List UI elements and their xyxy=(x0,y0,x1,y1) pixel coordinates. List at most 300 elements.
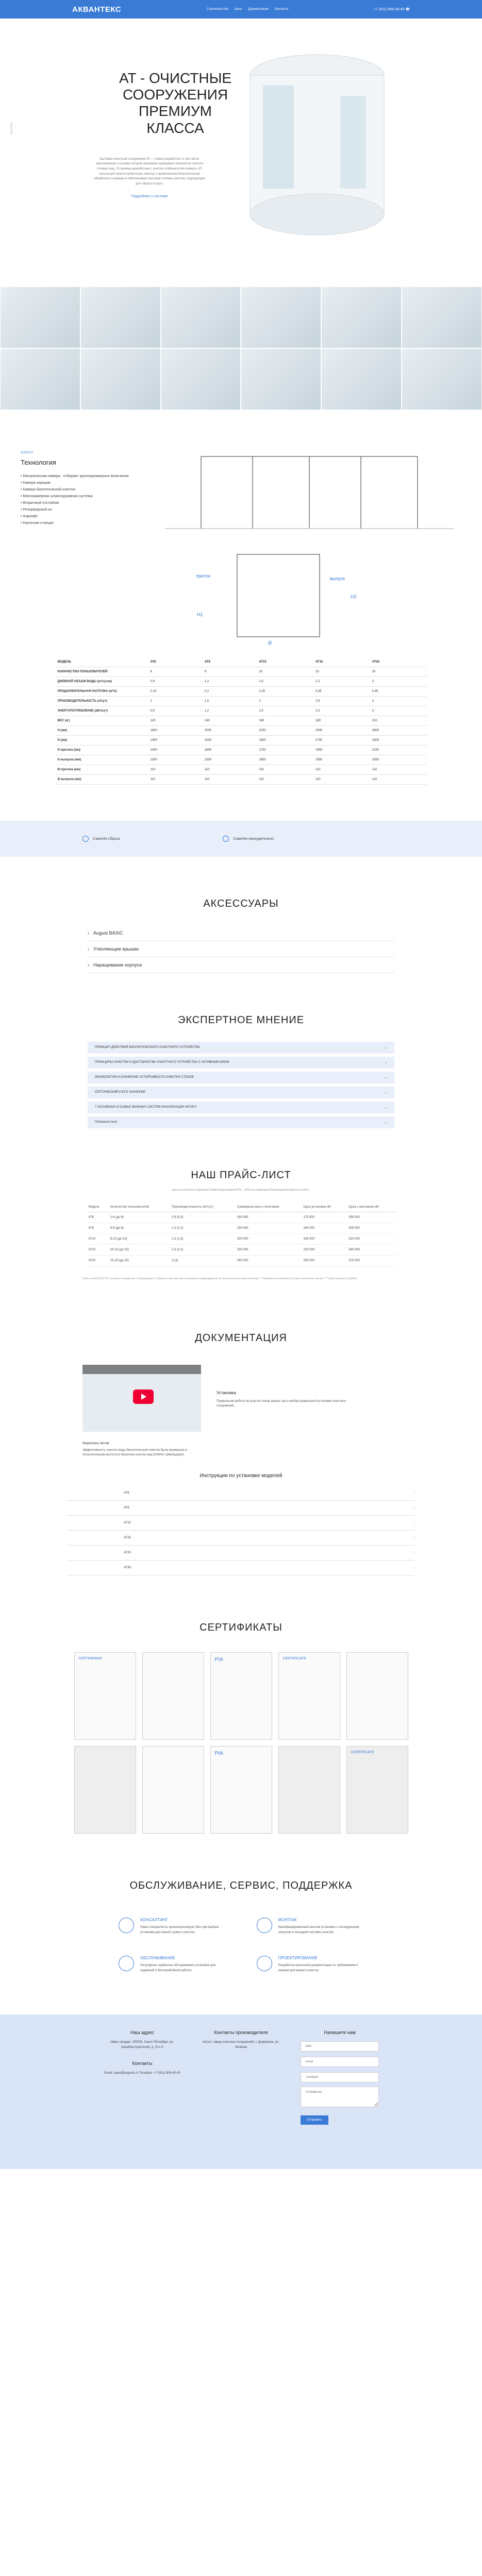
certificate[interactable] xyxy=(278,1746,340,1834)
certs-title: СЕРТИФИКАТЫ xyxy=(200,1622,282,1633)
spec-row xyxy=(56,745,427,755)
spec-cell: 110 xyxy=(370,775,427,785)
header xyxy=(0,0,482,19)
expert-label: СЕПТИЧЕСКИЙ И ЕГО ЗНАЧЕНИЕ xyxy=(95,1091,146,1094)
spec-cell: 15 xyxy=(313,667,370,677)
instruction-item[interactable] xyxy=(67,1531,415,1546)
price-cell: 0,9 (0,9) xyxy=(170,1212,235,1223)
gallery-photo[interactable] xyxy=(321,348,402,410)
price-header: Суммарная цена с монтажом xyxy=(235,1202,302,1212)
expert-section xyxy=(0,1014,482,1128)
spec-cell: 2000 xyxy=(203,726,257,736)
spec-header: AT10 xyxy=(257,657,313,667)
price-cell: 345 000 xyxy=(346,1245,395,1256)
spec-cell: 0,2 xyxy=(203,687,257,697)
h1-label: Н1 xyxy=(197,612,203,617)
spec-cell: 2 xyxy=(257,697,313,706)
price-header: Модель xyxy=(87,1202,108,1212)
tech-item: • Камера аэрации xyxy=(21,481,165,485)
price-cell: 3 (3) xyxy=(170,1256,235,1266)
price-cell: 1-6 (до 6) xyxy=(108,1212,170,1223)
chevron-down-icon: ⌄ xyxy=(384,1046,387,1049)
spec-cell: 1800 xyxy=(370,736,427,745)
spec-cell: ЭНЕРГОПОТРЕБЛЕНИЕ (кВт/сут) xyxy=(56,706,148,716)
instruction-item[interactable] xyxy=(67,1516,415,1531)
spec-row xyxy=(56,677,427,687)
spec-cell: 210 xyxy=(370,716,427,726)
price-cell: 230 000 xyxy=(235,1245,302,1256)
spec-cell: 1400 xyxy=(148,736,203,745)
gallery-photo[interactable] xyxy=(80,348,161,410)
spec-cell: 1600 xyxy=(203,745,257,755)
price-cell: 195 000 xyxy=(301,1234,346,1245)
spec-cell: 2600 xyxy=(370,726,427,736)
spec-cell: 1,5 xyxy=(257,706,313,716)
spec-header: AT6 xyxy=(148,657,203,667)
service-item xyxy=(257,1956,364,1973)
download-icon[interactable]: ↓ xyxy=(413,1536,415,1539)
service-item xyxy=(119,1956,226,1973)
technical-diagram xyxy=(165,451,467,647)
radio-icon xyxy=(82,836,89,842)
tech-item: • Аэрлифт xyxy=(21,515,165,518)
instruction-item[interactable] xyxy=(67,1486,415,1501)
photo-gallery xyxy=(0,286,482,410)
certificate[interactable] xyxy=(346,1746,408,1834)
phone[interactable] xyxy=(374,7,410,11)
spec-cell: 1600 xyxy=(257,736,313,745)
expert-item[interactable] xyxy=(88,1057,394,1069)
chevron-down-icon: ⌄ xyxy=(384,1091,387,1094)
certificate[interactable] xyxy=(210,1746,272,1834)
hero xyxy=(0,19,482,286)
footer-contacts-title: Контакты xyxy=(132,2060,153,2066)
tech-item: • Резервуарный ил xyxy=(21,508,165,512)
certificate[interactable] xyxy=(142,1746,204,1834)
cert-badge: PIA xyxy=(214,1657,223,1663)
service-item xyxy=(257,1918,364,1935)
service-section xyxy=(0,1880,482,1973)
chevron-down-icon: ⌄ xyxy=(384,1076,387,1079)
name-field[interactable] xyxy=(301,2041,379,2052)
price-row xyxy=(87,1212,396,1223)
spec-cell: 1700 xyxy=(313,736,370,745)
price-header: Количество пользователей xyxy=(108,1202,170,1212)
instruction-label: AT30 xyxy=(124,1566,131,1569)
dia-label: Ø xyxy=(268,640,272,646)
tech-item: • Механическая камера - отбирает крупноразмерные включения xyxy=(21,474,165,478)
spec-cell: 120 xyxy=(148,716,203,726)
service-text: Регулярное сервисное обслуживание установок для надёжной и бесперебойной работы. xyxy=(140,1964,216,1972)
spec-row xyxy=(56,697,427,706)
accessory-item[interactable] xyxy=(88,925,394,941)
flow-option-label: Самотёк принудительно xyxy=(233,837,274,841)
accessory-item[interactable] xyxy=(88,957,394,973)
spec-cell: D (мм) xyxy=(56,736,148,745)
footer-form-title: Напишите нам xyxy=(324,2030,356,2036)
expert-item[interactable] xyxy=(88,1042,394,1054)
spec-cell: 110 xyxy=(203,765,257,775)
price-cell: 295 000 xyxy=(346,1212,395,1223)
gallery-photo[interactable] xyxy=(241,348,321,410)
gallery-photo[interactable] xyxy=(402,286,482,348)
spec-cell: 1750 xyxy=(257,745,313,755)
service-head: КОНСАЛТИНГ xyxy=(140,1918,168,1922)
spec-cell: 110 xyxy=(148,765,203,775)
cert-badge: СЕРТИФИКАТ xyxy=(78,1657,103,1660)
chevron-down-icon: ⌄ xyxy=(384,1061,387,1064)
spec-cell: ПРОДОЛЖИТЕЛЬНАЯ НАГРУЗКА (м³/ч) xyxy=(56,687,148,697)
spec-cell: 10 xyxy=(257,667,313,677)
gallery-photo[interactable] xyxy=(321,286,402,348)
spec-cell: 1650 xyxy=(257,755,313,765)
price-row xyxy=(87,1256,396,1266)
spec-row xyxy=(56,667,427,677)
tech-title: Технология xyxy=(21,459,56,466)
spec-cell: 1850 xyxy=(313,755,370,765)
price-cell: 1,5 (1,5) xyxy=(170,1234,235,1245)
accessory-label: August BASIC xyxy=(93,930,123,936)
spec-cell: 1,5 xyxy=(203,697,257,706)
nav-item[interactable]: Контакты xyxy=(275,8,288,11)
spec-cell: 1300 xyxy=(148,755,203,765)
chevron-right-icon: › xyxy=(88,930,89,936)
certificate[interactable] xyxy=(74,1652,136,1740)
certificate[interactable] xyxy=(278,1652,340,1740)
expert-label: 7 ОСНОВНЫХ И САМЫХ ВАЖНЫХ СИСТЕМ КАНАЛИЗАЦИИ АКТИС? xyxy=(95,1106,197,1109)
spec-row xyxy=(56,765,427,775)
spec-cell: 110 xyxy=(148,775,203,785)
price-cell: 315 000 xyxy=(346,1234,395,1245)
price-cell: 175 000 xyxy=(301,1212,346,1223)
accessory-label: Наращивание корпуса xyxy=(93,962,142,968)
spec-row xyxy=(56,716,427,726)
expert-item[interactable] xyxy=(88,1072,394,1083)
design-icon xyxy=(257,1956,272,1971)
price-cell: 225 000 xyxy=(301,1245,346,1256)
spec-cell: ПРОИЗВОДИТЕЛЬНОСТЬ (л/сут) xyxy=(56,697,148,706)
accessory-item[interactable] xyxy=(88,941,394,957)
spec-cell: 180 xyxy=(313,716,370,726)
instruction-item[interactable] xyxy=(67,1546,415,1561)
spec-header: AT20 xyxy=(370,657,427,667)
tech-small-head: AUGUST xyxy=(21,451,34,454)
spec-row xyxy=(56,755,427,765)
price-cell: 255 000 xyxy=(301,1256,346,1266)
price-cell: 375 000 xyxy=(346,1256,395,1266)
spec-cell: ДНЕВНОЙ ОБЪЕМ ВОДЫ (м³/сутки) xyxy=(56,677,148,687)
price-cell: AT20 xyxy=(87,1256,108,1266)
certificate[interactable] xyxy=(210,1652,272,1740)
email-field[interactable] xyxy=(301,2057,379,2067)
cert-badge: CERTIFICATE xyxy=(282,1657,306,1660)
install-icon xyxy=(257,1918,272,1933)
service-head: ОБСЛУЖИВАНИЕ xyxy=(140,1956,175,1961)
instruction-label: AT15 xyxy=(124,1536,131,1539)
docs-title: ДОКУМЕНТАЦИЯ xyxy=(195,1332,287,1344)
spec-cell: 6 xyxy=(148,667,203,677)
tech-item: • Камера биологической очистки xyxy=(21,488,165,492)
instructions-title: Инструкции по установке моделей xyxy=(200,1473,282,1479)
submit-button[interactable]: Отправить xyxy=(301,2115,328,2125)
technology-section xyxy=(0,410,482,647)
chevron-right-icon: › xyxy=(88,946,89,952)
cert-badge: CERTIFICATE xyxy=(351,1751,374,1754)
gallery-photo[interactable] xyxy=(161,286,241,348)
hero-link[interactable]: Подробнее о системе xyxy=(131,195,168,199)
spec-cell: H выпуска (мм) xyxy=(56,755,148,765)
spec-cell: Ø притока (мм) xyxy=(56,765,148,775)
instruction-item[interactable] xyxy=(67,1501,415,1516)
service-text: Наши специалисты проконсультируют Вас при выборе установки для вашего дома и участка. xyxy=(140,1926,219,1934)
certificate[interactable] xyxy=(142,1652,204,1740)
price-cell: 2,2 (2,2) xyxy=(170,1245,235,1256)
accessory-label: Утепляющие крышки xyxy=(93,946,139,952)
footer-addr-text: Офис продаж: 190000, Санкт-Петербург, ул. Кораблестроителей, д. 22 к 3 xyxy=(110,2041,174,2049)
expert-item[interactable] xyxy=(88,1116,394,1128)
spec-cell: 110 xyxy=(257,775,313,785)
price-cell: 15-20 (до 20) xyxy=(108,1256,170,1266)
spec-cell: 1500 xyxy=(203,736,257,745)
spec-cell: КОЛИЧЕСТВО ПОЛЬЗОВАТЕЛЕЙ xyxy=(56,667,148,677)
service-title: ОБСЛУЖИВАНИЕ, СЕРВИС, ПОДДЕРЖКА xyxy=(129,1880,353,1891)
download-icon[interactable]: ↓ xyxy=(413,1551,415,1554)
price-title: НАШ ПРАЙС-ЛИСТ xyxy=(191,1170,291,1181)
service-text: Квалифицированный монтаж установок с последующим запуском и наладкой системы очистки. xyxy=(278,1926,359,1934)
spec-cell: 0,45 xyxy=(370,687,427,697)
spec-cell: 0,35 xyxy=(313,687,370,697)
vertical-word: AUGUST xyxy=(10,122,13,135)
price-table xyxy=(87,1202,396,1266)
gallery-photo[interactable] xyxy=(241,286,321,348)
nav xyxy=(207,8,288,11)
play-icon[interactable] xyxy=(133,1389,154,1404)
price-cell: 190 000 xyxy=(235,1223,302,1234)
flow-option[interactable] xyxy=(223,836,274,842)
instruction-label: AT20 xyxy=(124,1551,131,1554)
download-icon[interactable]: ↓ xyxy=(413,1506,415,1510)
spec-cell: 1950 xyxy=(313,745,370,755)
spec-cell: 110 xyxy=(313,775,370,785)
spec-cell: 2050 xyxy=(370,755,427,765)
tech-item: • Насосная станция xyxy=(21,521,165,525)
spec-cell: 20 xyxy=(370,667,427,677)
spec-cell: 2400 xyxy=(313,726,370,736)
price-cell: AT10 xyxy=(87,1234,108,1245)
price-cell: 185 000 xyxy=(301,1223,346,1234)
spec-cell: 1400 xyxy=(148,745,203,755)
price-cell: AT8 xyxy=(87,1223,108,1234)
price-cell: AT6 xyxy=(87,1212,108,1223)
hero-title: AT - ОЧИСТНЫЕ СООРУЖЕНИЯ ПРЕМИУМ КЛАССА xyxy=(119,70,232,136)
expert-label: Полезный ссыл xyxy=(95,1121,118,1124)
gallery-photo[interactable] xyxy=(161,348,241,410)
gallery-photo[interactable] xyxy=(0,348,80,410)
price-row xyxy=(87,1245,396,1256)
nav-item[interactable]: Строительство xyxy=(206,8,228,11)
spec-cell: 0,9 xyxy=(148,677,203,687)
price-footnote: * Цены на AUGUST AT с учётом стандартного оборудования. Стоимость монтажа рассчитывается индивидуально по результатам выезда инженера. ** Возможна установка в составе комплекса очистки. *** Цены указаны в рублях. xyxy=(81,1277,358,1280)
maintenance-icon xyxy=(119,1956,134,1971)
chevron-down-icon: ⌄ xyxy=(384,1121,387,1124)
spec-cell: 1 xyxy=(148,697,203,706)
video-text: Правильная работа на участке очень важна, как и выбор правильной установки очистных сооружений. xyxy=(217,1400,346,1408)
spec-row xyxy=(56,706,427,716)
spec-cell: ВЕС (кг) xyxy=(56,716,148,726)
spec-cell: H притока (мм) xyxy=(56,745,148,755)
nav-item[interactable]: Документация xyxy=(248,8,269,11)
spec-cell: 0,9 xyxy=(148,706,203,716)
price-subtitle: Цены на очистные сооружения Tablek August модели AT6 — AT20 на территории Ленинградской области на 2024 г. xyxy=(172,1189,310,1192)
spec-cell: 110 xyxy=(257,765,313,775)
consulting-icon xyxy=(119,1918,134,1933)
video-player[interactable] xyxy=(82,1365,201,1432)
spec-cell: 2200 xyxy=(257,726,313,736)
service-head: ПРОЕКТИРОВАНИЕ xyxy=(278,1956,318,1961)
spec-header: МОДЕЛЬ xyxy=(56,657,148,667)
inflow-label: приток xyxy=(196,573,210,579)
expert-label: ПРИНЦИП ДЕЙСТВИЯ БИОЛОГИЧЕСКОГО ОЧИСТНОГО УСТРОЙСТВА xyxy=(95,1046,200,1049)
spec-header: AT15 xyxy=(313,657,370,667)
result-label: Результаты тестов xyxy=(82,1442,109,1445)
spec-cell: 1,2 xyxy=(203,677,257,687)
spec-cell: 1,2 xyxy=(203,706,257,716)
phone-icon: ☎ xyxy=(405,8,410,11)
service-item xyxy=(119,1918,226,1935)
spec-header: AT8 xyxy=(203,657,257,667)
spec-cell: 1500 xyxy=(203,755,257,765)
expert-item[interactable] xyxy=(88,1087,394,1098)
spec-cell: 160 xyxy=(257,716,313,726)
spec-cell: Ø выпуска (мм) xyxy=(56,775,148,785)
spec-cell: 2,2 xyxy=(313,677,370,687)
product-image xyxy=(242,44,392,240)
h2-label: Н2 xyxy=(351,594,357,599)
logo[interactable]: АКВАНТЕКС xyxy=(72,5,122,14)
phone-field[interactable] xyxy=(301,2072,379,2082)
footer xyxy=(0,2014,482,2169)
price-header: Цена с монтажом (₽) xyxy=(346,1202,395,1212)
service-text: Разработка проектной документации по требованиям и нормам для вашего участка. xyxy=(278,1964,358,1972)
price-row xyxy=(87,1234,396,1245)
video-title-bar xyxy=(82,1365,201,1374)
spec-cell: 110 xyxy=(203,775,257,785)
cert-badge: PIA xyxy=(214,1751,223,1756)
spec-cell: 3 xyxy=(370,706,427,716)
expert-title: ЭКСПЕРТНОЕ МНЕНИЕ xyxy=(177,1014,305,1026)
footer-addr-title: Наш адрес xyxy=(130,2030,154,2036)
tech-item: • Многокамерная шлангорукавная система xyxy=(21,495,165,498)
certificate[interactable] xyxy=(74,1746,136,1834)
spec-cell: 1800 xyxy=(148,726,203,736)
price-header: Цена установки (₽) xyxy=(301,1202,346,1212)
cert-grid xyxy=(0,1652,482,1834)
price-cell: AT15 xyxy=(87,1245,108,1256)
download-icon[interactable]: ↓ xyxy=(413,1566,415,1569)
gallery-photo[interactable] xyxy=(0,286,80,348)
price-cell: 305 000 xyxy=(346,1223,395,1234)
spec-cell: H (мм) xyxy=(56,726,148,736)
radio-icon xyxy=(223,836,229,842)
spec-cell: 110 xyxy=(370,765,427,775)
certificates-section xyxy=(0,1622,482,1834)
instruction-label: AT10 xyxy=(124,1521,131,1524)
spec-cell: 2150 xyxy=(370,745,427,755)
phone-number[interactable]: +7 (911) 806-40-40 xyxy=(373,8,405,11)
spec-cell: 2,2 xyxy=(313,706,370,716)
docs-section xyxy=(0,1332,482,1575)
spec-cell: 0,15 xyxy=(148,687,203,697)
expert-label: ФИЗИОЛОГИЯ И СНИЖЕНИЕ УСТОЙЧИВОСТИ ОЧИСТКИ СТОКОВ xyxy=(95,1076,194,1079)
flow-option[interactable] xyxy=(82,836,120,842)
accessories-title: АКСЕССУАРЫ xyxy=(203,898,279,909)
tech-item: • Вторичный отстойник xyxy=(21,501,165,505)
footer-manuf-title: Контакты производителя xyxy=(214,2030,268,2036)
spec-cell: 1,5 xyxy=(257,677,313,687)
flow-option-label: Самотёк сброса xyxy=(93,837,120,841)
footer-contacts-text: Email: sales@augusts.ru Телефон: +7 (911) 806-40-40 xyxy=(104,2071,180,2075)
price-cell: 260 000 xyxy=(235,1256,302,1266)
download-icon[interactable]: ↓ xyxy=(413,1492,415,1495)
certificate[interactable] xyxy=(346,1652,408,1740)
spec-row xyxy=(56,775,427,785)
price-cell: 1,2 (1,2) xyxy=(170,1223,235,1234)
flow-options-band xyxy=(0,821,482,857)
price-cell: 200 000 xyxy=(235,1234,302,1245)
expert-item[interactable] xyxy=(88,1101,394,1113)
video-label: Установка xyxy=(217,1391,236,1395)
spec-cell: 2,5 xyxy=(313,697,370,706)
spec-table xyxy=(56,657,427,785)
instruction-item[interactable] xyxy=(67,1561,415,1575)
price-header: Производительность (м³/сут) xyxy=(170,1202,235,1212)
price-row xyxy=(87,1223,396,1234)
chevron-down-icon: ⌄ xyxy=(384,1106,387,1109)
spec-cell: 0,25 xyxy=(257,687,313,697)
instructions-list xyxy=(0,1486,482,1575)
spec-cell: 110 xyxy=(313,765,370,775)
outflow-label: выпуск xyxy=(330,576,345,581)
spec-cell: 3 xyxy=(370,697,427,706)
chevron-right-icon: › xyxy=(88,962,89,968)
tech-list xyxy=(21,474,165,525)
spec-cell: 3 xyxy=(370,677,427,687)
spec-cell: 8 xyxy=(203,667,257,677)
message-field[interactable] xyxy=(301,2087,379,2107)
price-cell: 180 000 xyxy=(235,1212,302,1223)
gallery-photo[interactable] xyxy=(80,286,161,348)
result-text: Эффективность очистки воды биологической очистки была проверена в Испытательном институте биологии очистки вод EAWAG (Швейцария). xyxy=(82,1449,187,1456)
service-head: МОНТАЖ xyxy=(278,1918,297,1922)
instruction-label: AT6 xyxy=(124,1492,129,1495)
hero-text: Бытовые очистные сооружения AT — новая разработка, в том числе оригинальная, в основе которой заложены передовые технологии очистки сточных вод. Установка разработана с учетом особенностей климата. AT использует многоступенчатую очистку с применением биологической обработки и аэрации и обеспечивает высокую степень очистки, подходящую для сброса в грунт. xyxy=(94,157,205,185)
footer-manuf-text: Август, завод очистных сооружений, г. Дзержинск, ул. Зелёная xyxy=(203,2041,279,2049)
instruction-label: AT8 xyxy=(124,1506,129,1510)
nav-item[interactable]: Цена xyxy=(234,8,242,11)
price-cell: 6-8 (до 8) xyxy=(108,1223,170,1234)
price-cell: 8-10 (до 10) xyxy=(108,1234,170,1245)
spec-cell: 140 xyxy=(203,716,257,726)
price-section xyxy=(0,1170,482,1281)
download-icon[interactable]: ↓ xyxy=(413,1521,415,1524)
gallery-photo[interactable] xyxy=(402,348,482,410)
accessories-section xyxy=(0,898,482,973)
expert-label: ПРИНЦИПЫ ОЧИСТКИ И ДОСТОИНСТВА ОЧИСТНОГО УСТРОЙСТВА С АКТИВНЫМ ИЛОМ xyxy=(95,1061,229,1064)
spec-row xyxy=(56,687,427,697)
spec-row xyxy=(56,726,427,736)
price-cell: 10-15 (до 15) xyxy=(108,1245,170,1256)
spec-row xyxy=(56,736,427,745)
